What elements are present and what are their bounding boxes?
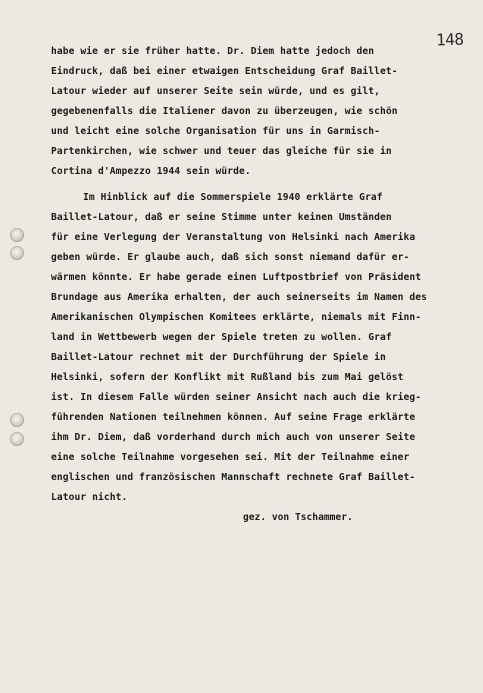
- paragraph-1: [51, 42, 451, 182]
- text-line: wärmen könnte. Er habe gerade einen Luftpostbrief von Präsident: [51, 272, 422, 283]
- page-number: 148: [435, 29, 464, 50]
- text-line: Cortina d'Ampezzo 1944 sein würde.: [51, 166, 251, 177]
- text-line: für eine Verlegung der Veranstaltung von Helsinki nach Amerika: [51, 232, 416, 243]
- signature: gez. von Tschammer.: [243, 512, 353, 523]
- text-line: Latour wieder auf unserer Seite sein würde, und es gilt,: [51, 86, 381, 97]
- punch-hole-top: [10, 228, 24, 242]
- text-line: Baillet-Latour, daß er seine Stimme unter keinen Umständen: [51, 212, 392, 223]
- text-line: geben würde. Er glaube auch, daß sich sonst niemand dafür er-: [51, 252, 410, 263]
- text-line: habe wie er sie früher hatte. Dr. Diem hatte jedoch den: [51, 46, 375, 57]
- paragraph-2: [51, 188, 451, 508]
- text-line: eine solche Teilnahme vorgesehen sei. Mit der Teilnahme einer: [51, 452, 410, 463]
- text-line: Baillet-Latour rechnet mit der Durchführung der Spiele in: [51, 352, 386, 363]
- text-line: englischen und französischen Mannschaft rechnete Graf Baillet-: [51, 472, 416, 483]
- text-line: gegebenenfalls die Italiener davon zu überzeugen, wie schön: [51, 106, 398, 117]
- text-line: Partenkirchen, wie schwer und teuer das gleiche für sie in: [51, 146, 392, 157]
- punch-hole-bottom: [10, 413, 24, 427]
- text-line: Brundage aus Amerika erhalten, der auch seinerseits im Namen des: [51, 292, 428, 303]
- punch-hole-bottom-2: [10, 432, 24, 446]
- text-line: Latour nicht.: [51, 492, 128, 503]
- text-line: Amerikanischen Olympischen Komitees erklärte, niemals mit Finn-: [51, 312, 422, 323]
- punch-hole-top-2: [10, 246, 24, 260]
- letter-body: [51, 42, 451, 508]
- text-line: ihm Dr. Diem, daß vorderhand durch mich auch von unserer Seite: [51, 432, 416, 443]
- text-line: land in Wettbewerb wegen der Spiele treten zu wollen. Graf: [51, 332, 392, 343]
- text-line: und leicht eine solche Organisation für uns in Garmisch-: [51, 126, 381, 137]
- text-line: führenden Nationen teilnehmen können. Auf seine Frage erklärte: [51, 412, 416, 423]
- text-line: Im Hinblick auf die Sommerspiele 1940 erklärte Graf: [83, 192, 383, 203]
- text-line: Helsinki, sofern der Konflikt mit Rußland bis zum Mai gelöst: [51, 372, 404, 383]
- text-line: Eindruck, daß bei einer etwaigen Entscheidung Graf Baillet-: [51, 66, 398, 77]
- text-line: ist. In diesem Falle würden seiner Ansicht nach auch die krieg-: [51, 392, 422, 403]
